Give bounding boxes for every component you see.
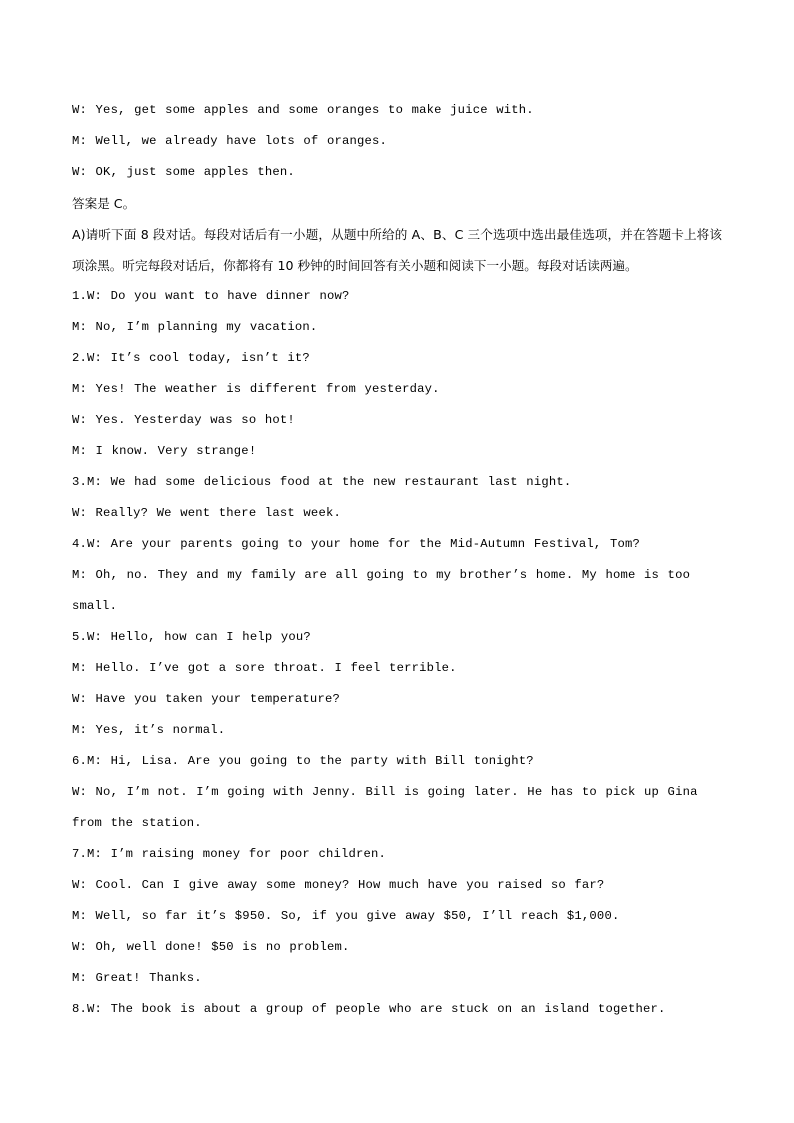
transcript-line: M: I know. Very strange! [72, 444, 257, 458]
transcript-line: 1.W: Do you want to have dinner now? [72, 289, 350, 303]
transcript-line: 6.M: Hi, Lisa. Are you going to the party with Bill tonight? [72, 754, 534, 768]
transcript-line: 5.W: Hello, how can I help you? [72, 630, 311, 644]
transcript-line: M: Oh, no. They and my family are all going to my brother’s home. My home is too small. [72, 568, 699, 613]
transcript-line: M: Well, we already have lots of oranges. [72, 134, 388, 148]
transcript-line: W: Cool. Can I give away some money? How much have you raised so far? [72, 878, 605, 892]
transcript-line: 7.M: I’m raising money for poor children. [72, 847, 387, 861]
transcript-line: 3.M: We had some delicious food at the new restaurant last night. [72, 475, 572, 489]
transcript-line: M: Well, so far it’s $950. So, if you give away $50, I’ll reach $1,000. [72, 909, 620, 923]
transcript-line: 8.W: The book is about a group of people who are stuck on an island together. [72, 1002, 666, 1016]
transcript-line: M: Yes, it’s normal. [72, 723, 226, 737]
transcript-line: W: No, I’m not. I’m going with Jenny. Bill is going later. He has to pick up Gina from the station. [72, 785, 707, 830]
transcript-line: W: OK, just some apples then. [72, 165, 295, 179]
transcript-line: M: Yes! The weather is different from yesterday. [72, 382, 440, 396]
instructions-paragraph: A)请听下面 8 段对话。每段对话后有一小题，从题中所给的 A、B、C 三个选项中选出最佳选项，并在答题卡上将该项涂黑。听完每段对话后，你都将有 10 秒钟的时间回答有关小题和阅读下一小题。每段对话读两遍。 [72, 227, 722, 273]
transcript-body [72, 95, 722, 1025]
transcript-line: W: Oh, well done! $50 is no problem. [72, 940, 350, 954]
transcript-line: W: Yes, get some apples and some oranges to make juice with. [72, 103, 534, 117]
answer-line: 答案是 C。 [72, 196, 136, 211]
transcript-line: 4.W: Are your parents going to your home for the Mid-Autumn Festival, Tom? [72, 537, 641, 551]
transcript-line: M: Hello. I’ve got a sore throat. I feel terrible. [72, 661, 457, 675]
transcript-line: 2.W: It’s cool today, isn’t it? [72, 351, 310, 365]
transcript-line: W: Yes. Yesterday was so hot! [72, 413, 295, 427]
transcript-line: W: Really? We went there last week. [72, 506, 341, 520]
transcript-line: M: Great! Thanks. [72, 971, 202, 985]
transcript-line: M: No, I’m planning my vacation. [72, 320, 318, 334]
transcript-line: W: Have you taken your temperature? [72, 692, 340, 706]
